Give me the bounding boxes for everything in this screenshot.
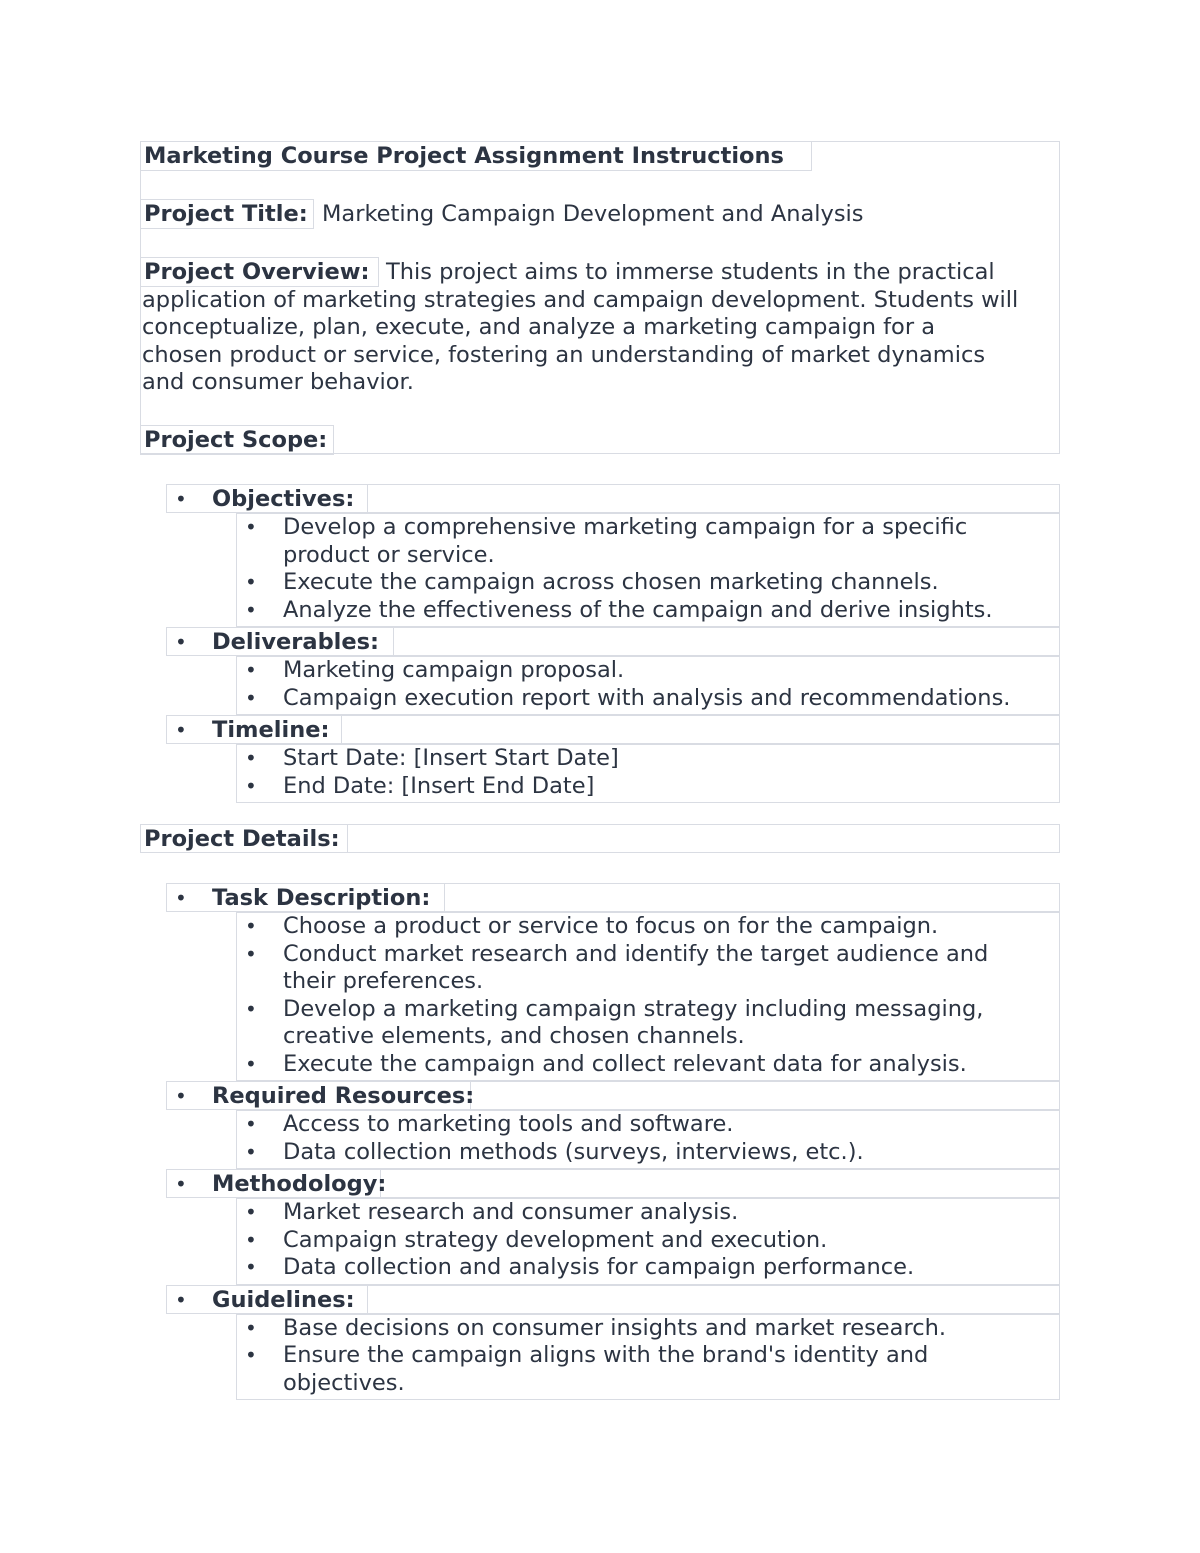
list-item-text: Execute the campaign and collect relevant data for analysis.: [283, 1050, 967, 1077]
list-item-text: creative elements, and chosen channels.: [283, 1023, 745, 1049]
list-item-text: Conduct market research and identify the target audience and: [283, 940, 989, 967]
document-title: Marketing Course Project Assignment Instructions: [144, 143, 784, 169]
list-item-text: Data collection and analysis for campaign performance.: [283, 1254, 915, 1280]
section-label: Deliverables:: [212, 629, 380, 655]
list-item-text: their preferences.: [283, 968, 484, 994]
bullet-icon: •: [245, 570, 257, 594]
bullet-icon: •: [245, 1315, 257, 1340]
list-item-text: objectives.: [283, 1369, 405, 1396]
list-item-text: Campaign execution report with analysis and recommendations.: [283, 684, 1011, 711]
details-heading: Project Details:: [144, 826, 340, 852]
overview-label: Project Overview:: [144, 259, 370, 285]
list-item-text: Data collection methods (surveys, interviews, etc.).: [283, 1138, 864, 1165]
section-label: Timeline:: [212, 717, 330, 743]
bullet-icon: •: [245, 1343, 257, 1367]
bullet-icon: •: [245, 1200, 257, 1224]
bullet-icon: •: [245, 1139, 257, 1164]
bullet-icon: •: [175, 1287, 187, 1312]
bullet-icon: •: [245, 773, 257, 798]
section-label: Task Description:: [212, 885, 431, 911]
bullet-icon: •: [245, 1051, 257, 1076]
section-label: Objectives:: [212, 486, 355, 512]
list-item-text: Ensure the campaign aligns with the brand's identity and: [283, 1342, 929, 1368]
bullet-icon: •: [245, 1112, 257, 1136]
section-label: Methodology:: [212, 1171, 387, 1197]
list-item-text: Campaign strategy development and execution.: [283, 1226, 828, 1253]
overview-line-1: This project aims to immerse students in the practical: [386, 259, 995, 285]
bullet-icon: •: [245, 914, 257, 938]
list-item-text: Marketing campaign proposal.: [283, 657, 625, 683]
list-item-text: Execute the campaign across chosen marketing channels.: [283, 569, 939, 595]
list-item-text: Market research and consumer analysis.: [283, 1199, 739, 1225]
bullet-icon: •: [245, 941, 257, 966]
bullet-icon: •: [245, 1227, 257, 1252]
bullet-icon: •: [245, 746, 257, 770]
list-item-text: Base decisions on consumer insights and market research.: [283, 1314, 946, 1341]
list-item-text: Develop a comprehensive marketing campaign for a specific: [283, 514, 968, 540]
list-item-text: Choose a product or service to focus on for the campaign.: [283, 913, 939, 939]
bullet-icon: •: [245, 597, 257, 622]
list-item-text: product or service.: [283, 541, 495, 568]
overview-line-5: and consumer behavior.: [142, 369, 414, 395]
scope-heading: Project Scope:: [144, 427, 328, 453]
bullet-icon: •: [245, 996, 257, 1021]
list-item-text: Develop a marketing campaign strategy including messaging,: [283, 995, 984, 1022]
project-title-label: Project Title:: [144, 201, 308, 227]
list-item-text: Start Date: [Insert Start Date]: [283, 745, 619, 771]
list-item-text: End Date: [Insert End Date]: [283, 772, 595, 799]
bullet-icon: •: [175, 886, 187, 910]
overview-line-4: chosen product or service, fostering an understanding of market dynamics: [142, 341, 986, 368]
bullet-icon: •: [175, 487, 187, 511]
bullet-icon: •: [175, 1084, 187, 1108]
bullet-icon: •: [175, 630, 187, 654]
section-label: Guidelines:: [212, 1286, 355, 1313]
overview-line-2: application of marketing strategies and campaign development. Students will: [142, 286, 1019, 313]
overview-line-3: conceptualize, plan, execute, and analyze a marketing campaign for a: [142, 314, 936, 340]
bullet-icon: •: [175, 1172, 187, 1196]
section-label: Required Resources:: [212, 1083, 475, 1109]
list-item-text: Access to marketing tools and software.: [283, 1111, 734, 1137]
list-item-text: Analyze the effectiveness of the campaign and derive insights.: [283, 596, 993, 623]
project-title-value: Marketing Campaign Development and Analysis: [322, 201, 864, 227]
bullet-icon: •: [245, 1255, 257, 1279]
bullet-icon: •: [245, 515, 257, 539]
bullet-icon: •: [245, 685, 257, 710]
bullet-icon: •: [175, 718, 187, 742]
bullet-icon: •: [245, 658, 257, 682]
